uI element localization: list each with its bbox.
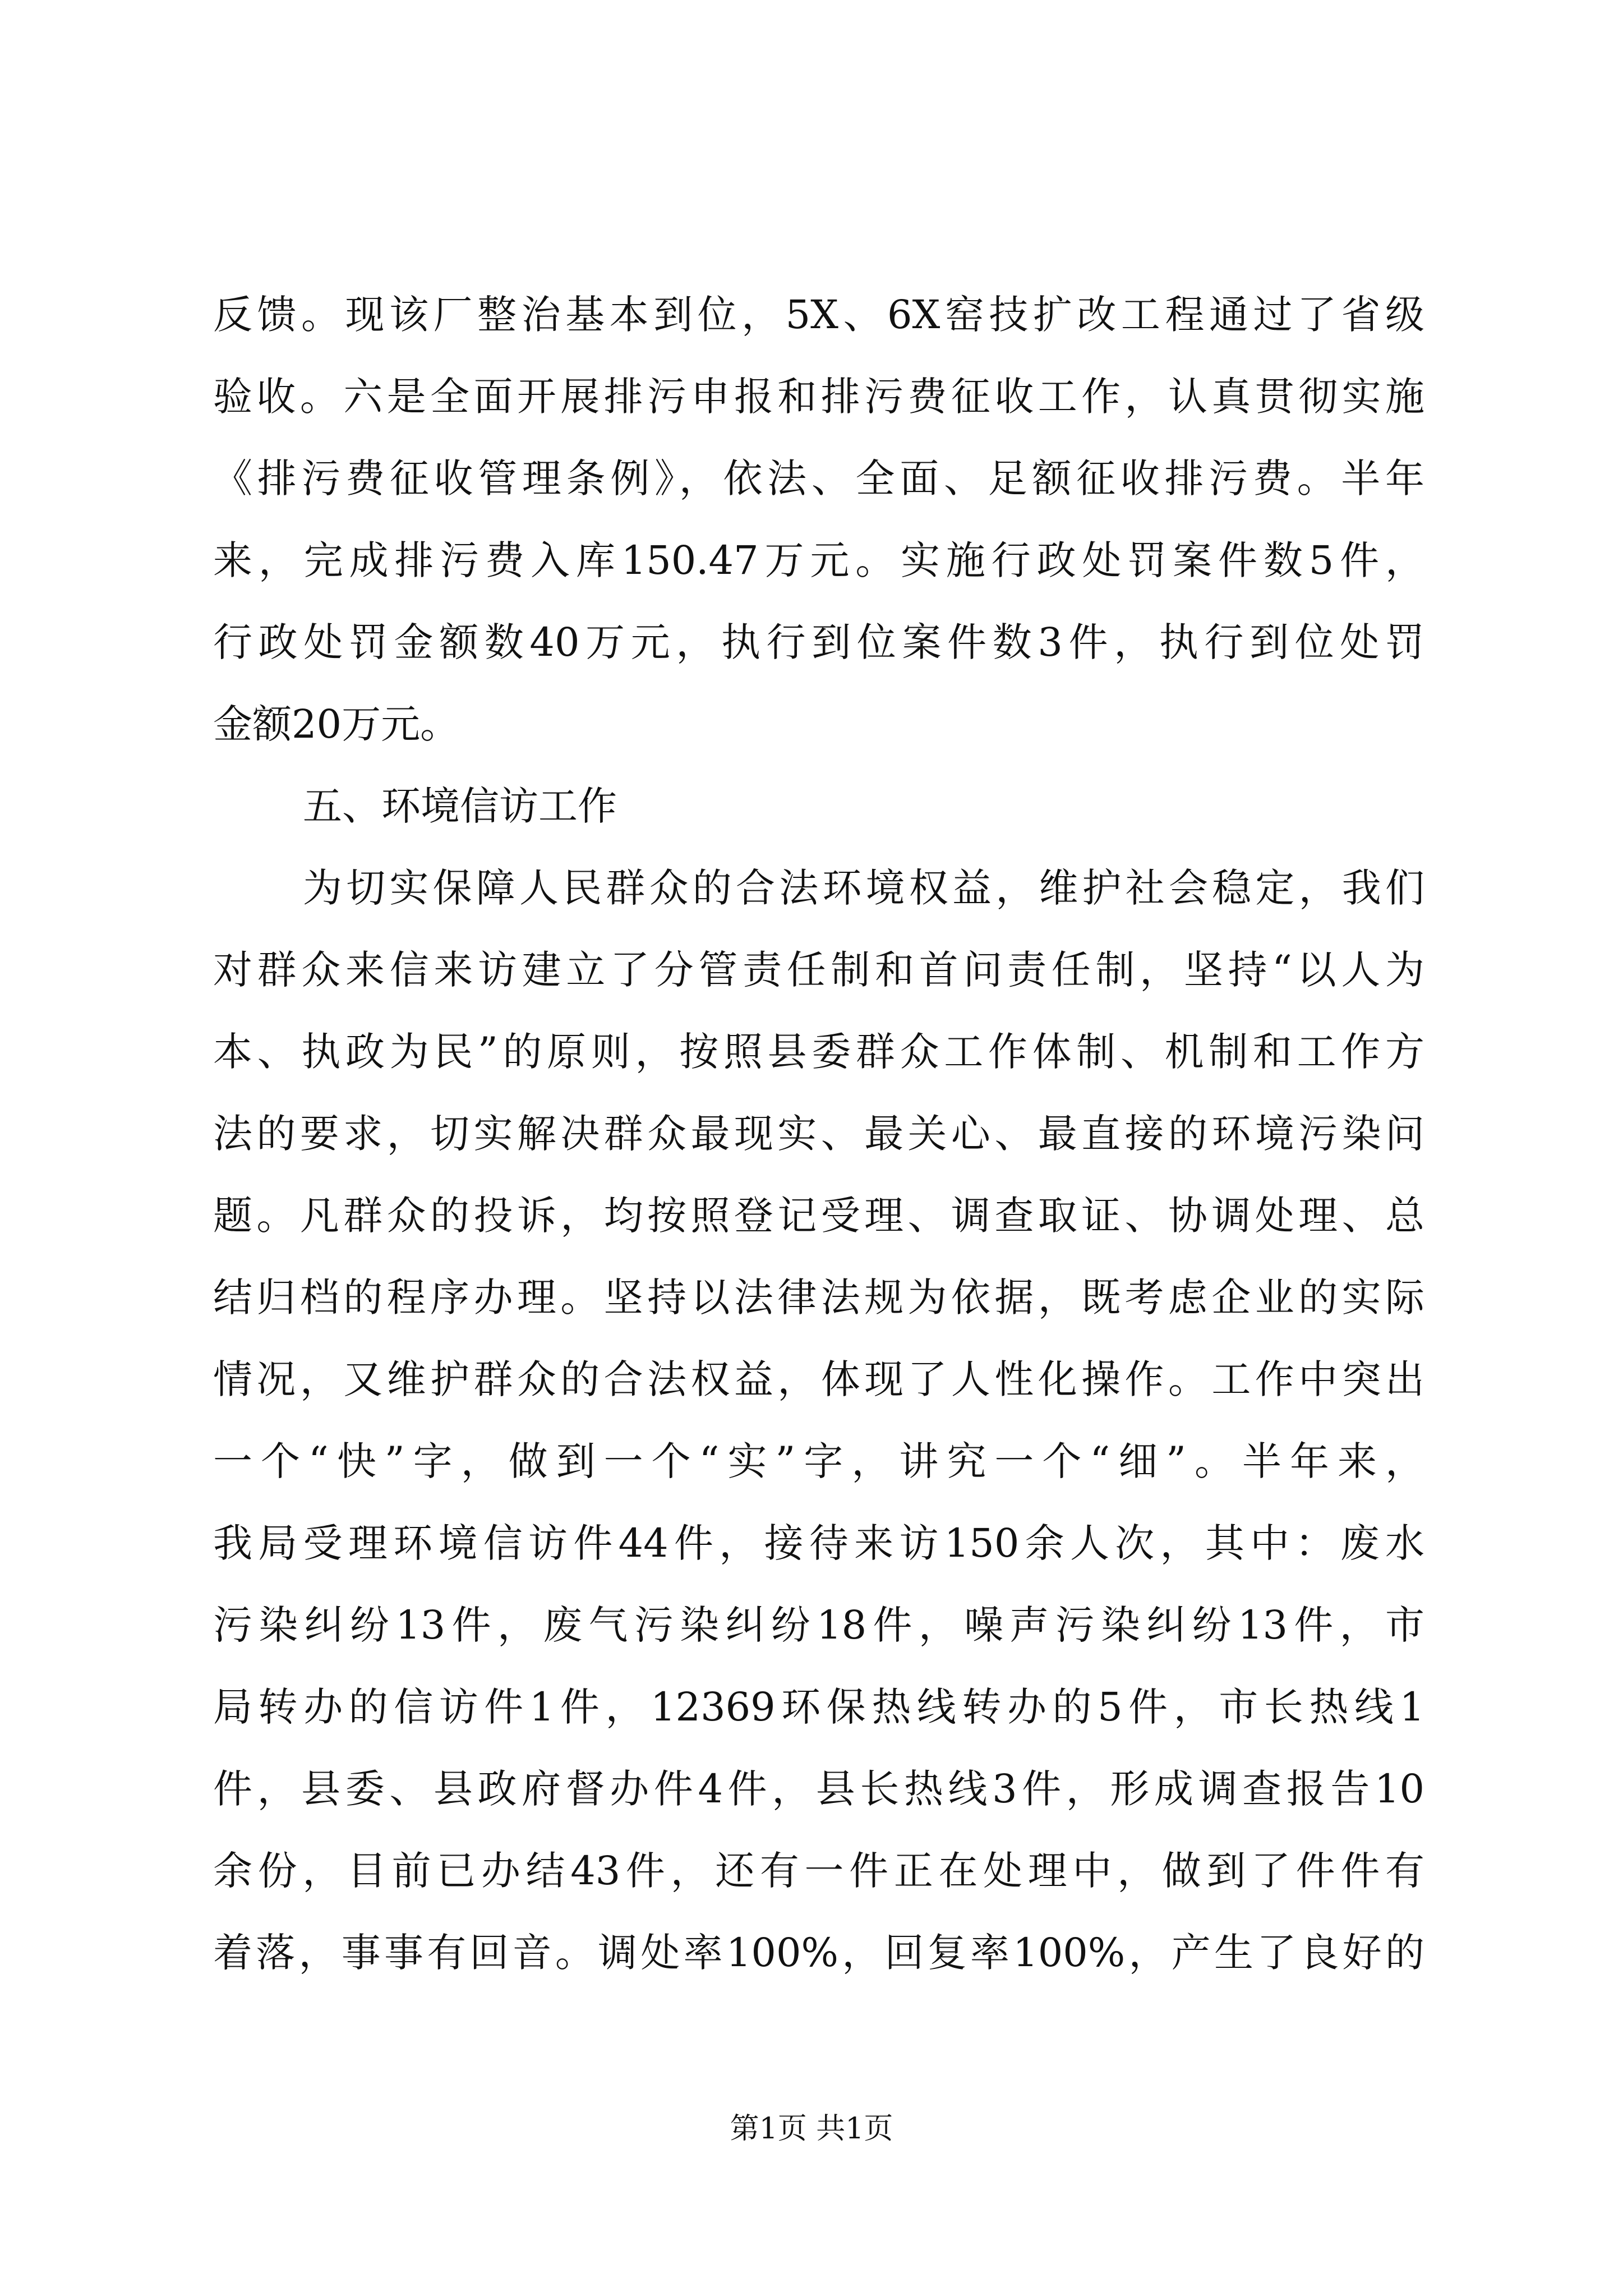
text-line: 金额20万元。: [213, 701, 460, 747]
text-line: 法的要求，切实解决群众最现实、最关心、最直接的环境污染问: [213, 1111, 1424, 1157]
text-line: 来，完成排污费入库150.47万元。实施行政处罚案件数5件，: [213, 537, 1424, 583]
text-line: 一个“快”字，做到一个“实”字，讲究一个“细”。半年来，: [213, 1438, 1424, 1484]
text-line: 情况，又维护群众的合法权益，体现了人性化操作。工作中突出: [213, 1356, 1424, 1402]
text-line: 污染纠纷13件，废气污染纠纷18件，噪声污染纠纷13件，市: [213, 1602, 1424, 1648]
text-line: 题。凡群众的投诉，均按照登记受理、调查取证、协调处理、总: [213, 1193, 1424, 1239]
text-line: 对群众来信来访建立了分管责任制和首问责任制，坚持“以人为: [213, 947, 1424, 993]
text-line: 局转办的信访件1件，12369环保热线转办的5件，市长热线1: [213, 1684, 1424, 1730]
text-line: 余份，目前已办结43件，还有一件正在处理中，做到了件件有: [213, 1848, 1424, 1894]
text-line: 本、执政为民”的原则，按照县委群众工作体制、机制和工作方: [213, 1029, 1424, 1075]
page-number-footer: 第1页 共1页: [730, 2112, 893, 2146]
text-line: 《排污费征收管理条例》，依法、全面、足额征收排污费。半年: [213, 455, 1424, 501]
text-line: 我局受理环境信访件44件，接待来访150余人次，其中：废水: [213, 1520, 1424, 1566]
text-line: 验收。六是全面开展排污申报和排污费征收工作，认真贯彻实施: [213, 374, 1424, 420]
body-text: [213, 274, 1424, 1994]
text-line: 行政处罚金额数40万元，执行到位案件数3件，执行到位处罚: [213, 619, 1424, 665]
text-line: 件，县委、县政府督办件4件，县长热线3件，形成调查报告10: [213, 1766, 1424, 1812]
text-line: 结归档的程序办理。坚持以法律法规为依据，既考虑企业的实际: [213, 1274, 1424, 1320]
text-line: 为切实保障人民群众的合法环境权益，维护社会稳定，我们: [303, 865, 1424, 911]
text-line: 着落，事事有回音。调处率100%，回复率100%，产生了良好的: [213, 1930, 1424, 1976]
section-heading: 五、环境信访工作: [303, 783, 617, 829]
text-line: 反馈。现该厂整治基本到位，5X、6X窑技扩改工程通过了省级: [213, 292, 1424, 338]
